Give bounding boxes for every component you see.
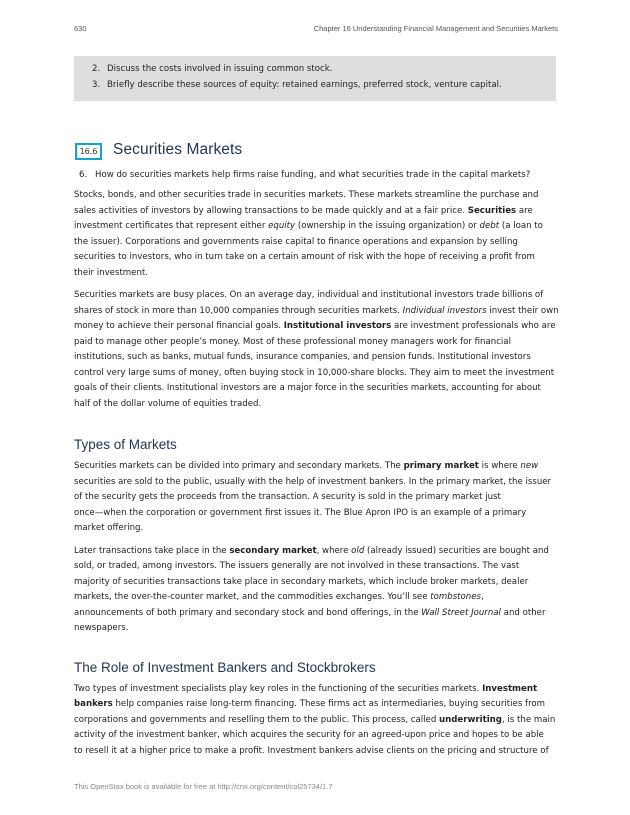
text-line: to resell it at a higher price to make a profit. Investment bankers advise clients on the pricing and structure of	[74, 745, 549, 756]
main-content	[74, 188, 559, 766]
text-line: half of the dollar volume of equities traded.	[74, 398, 262, 409]
paragraph-securities-intro	[74, 188, 559, 281]
key-term-securities: Securities	[467, 205, 517, 216]
text-line: activity of the investment banker, which acquires the security for an agreed-upon price and hopes to be able	[74, 730, 544, 740]
text-line: institutions, such as banks, mutual funds, insurance companies, and pension funds. Institutional investors	[74, 352, 531, 362]
text-line: bankers help companies raise long-term financing. These firms act as intermediaries, buying securities from	[74, 699, 546, 709]
text-line: securities are sold to the public, usually with the help of investment bankers. In the primary market, the issuer	[74, 476, 552, 487]
key-term-institutional-investors: Institutional investors	[283, 321, 392, 331]
paragraph-primary-market	[74, 459, 559, 537]
text-line: securities to investors, who in turn take on a certain amount of risk with the hope of receiving a profit from	[74, 252, 535, 262]
page-number: 630	[74, 24, 87, 33]
review-question	[92, 77, 502, 93]
review-questions-list	[92, 61, 502, 93]
page-footer: This OpenStax book is available for free at http://cnx.org/content/col25734/1.7	[74, 782, 333, 791]
text-line: goals of their clients. Institutional investors are a major force in the securities markets, accounting for about	[74, 383, 541, 393]
paragraph-secondary-market	[74, 544, 559, 637]
text-line: Later transactions take place in the secondary market, where old (already issued) securities are bought and	[74, 545, 549, 556]
question-number: 3.	[92, 80, 101, 90]
key-term-underwriting: underwriting	[439, 714, 502, 725]
text-line: shares of stock in more than 10,000 companies through securities markets. Individual investors invest their own	[74, 305, 559, 316]
text-line: markets, the over-the-counter market, and the commodities exchanges. You’ll see tombstones,	[74, 592, 484, 602]
question-text: Briefly describe these sources of equity: retained earnings, preferred stock, venture capital.	[107, 80, 502, 90]
text-line: once—when the corporation or government first issues it. The Blue Apron IPO is an example of a primary	[74, 507, 527, 518]
key-term-primary-market: primary market	[403, 461, 479, 471]
text-line: control very large sums of money, often buying stock in 10,000-share blocks. They aim to meet the investment	[74, 367, 555, 378]
text-line: investment certificates that represent either equity (ownership in the issuing organization) or debt (a loan to	[74, 221, 543, 231]
term-new: new	[520, 461, 539, 471]
heading-investment-bankers: The Role of Investment Bankers and Stockbrokers	[74, 659, 376, 675]
text-line: corporations and governments and reselling them to the public. This process, called underwriting, is the main	[74, 714, 556, 725]
term-individual-investors: Individual investors	[402, 305, 487, 316]
text-line: Stocks, bonds, and other securities trade in securities markets. These markets streamline the purchase and	[74, 190, 539, 200]
text-line: majority of securities transactions take place in secondary markets, which include broker markets, dealer	[74, 576, 529, 587]
text-line: market offering.	[74, 523, 144, 533]
text-line: newspapers.	[74, 623, 129, 633]
objective-number: 6.	[79, 170, 88, 180]
text-line: announcements of both primary and secondary stock and bond offerings, in the Wall Street Journal and other	[74, 607, 546, 618]
paragraph-investors	[74, 288, 559, 412]
text-line: Two types of investment specialists play key roles in the functioning of the securities markets. Investment	[74, 683, 538, 694]
text-line: the issuer). Corporations and governments raise capital to finance operations and expansion by selling	[74, 236, 518, 247]
text-line: of the security gets the proceeds from the transaction. A security is sold in the primary market just	[74, 492, 501, 502]
term-wall-street-journal: Wall Street Journal	[421, 607, 501, 618]
text-line: sales activities of investors by allowing transactions to be made quickly and at a fair price. Securities are	[74, 205, 533, 216]
text-line: paid to manage other people’s money. Most of these professional money managers work for financial	[74, 336, 511, 347]
section-number-badge: 16.6	[75, 143, 102, 160]
key-term-investment-bankers: Investment	[482, 683, 538, 694]
text-line: Securities markets can be divided into primary and secondary markets. The primary market is where new	[74, 461, 539, 471]
objective-text: How do securities markets help firms raise funding, and what securities trade in the capital markets?	[95, 170, 531, 180]
term-tombstones: tombstones	[430, 592, 482, 602]
text-line: their investment.	[74, 267, 149, 278]
text-line: money to achieve their personal financial goals. Institutional investors are investment professionals who are	[74, 321, 556, 331]
learning-objective	[79, 170, 530, 180]
chapter-running-header: Chapter 16 Understanding Financial Management and Securities Markets	[313, 24, 558, 33]
question-number: 2.	[92, 64, 101, 74]
key-term-secondary-market: secondary market	[229, 545, 317, 556]
text-line: sold, or traded, among investors. The issuers generally are not involved in these transactions. The vast	[74, 561, 520, 571]
term-debt: debt	[479, 221, 500, 231]
term-equity: equity	[268, 221, 296, 231]
review-questions-box	[74, 56, 556, 101]
review-question	[92, 61, 502, 77]
key-term-investment-bankers-cont: bankers	[74, 699, 113, 709]
question-text: Discuss the costs involved in issuing common stock.	[107, 64, 333, 74]
paragraph-investment-bankers	[74, 682, 559, 760]
section-title: Securities Markets	[113, 141, 243, 158]
term-old: old	[351, 545, 365, 556]
text-line: Securities markets are busy places. On an average day, individual and institutional investors trade billions of	[74, 290, 544, 300]
heading-types-of-markets: Types of Markets	[74, 437, 177, 452]
